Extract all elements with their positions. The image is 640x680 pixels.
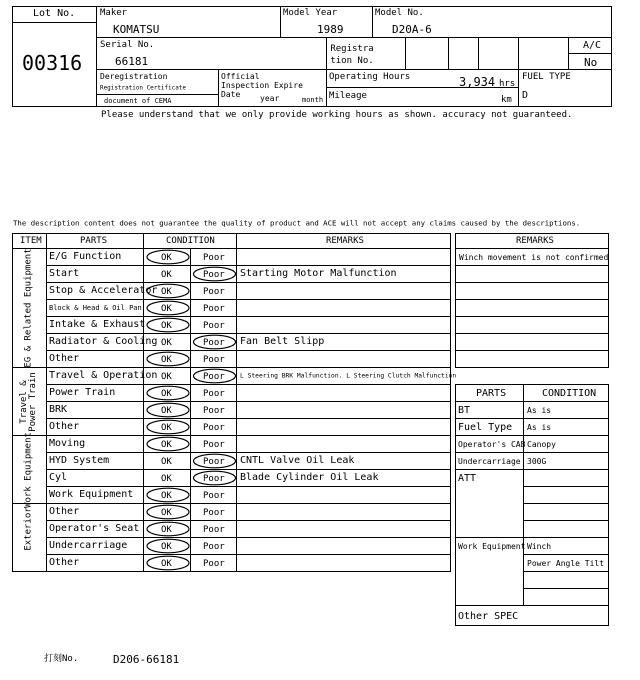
- km-label: km: [501, 95, 512, 105]
- lot-label: Lot No.: [33, 8, 76, 19]
- operating-hours-value: 3,934: [459, 75, 496, 89]
- spec-part: BT: [458, 404, 471, 416]
- year-label: year: [260, 94, 280, 103]
- mileage-label: Mileage: [329, 91, 367, 101]
- ok-option: OK: [161, 507, 172, 518]
- model-year-label: Model Year: [283, 8, 338, 18]
- deregistration-label: Deregistration: [100, 72, 168, 81]
- stamp-label: 打刻No.: [44, 654, 79, 664]
- part-name: Undercarriage: [49, 539, 128, 551]
- spec-condition: As is: [527, 422, 552, 432]
- serial-value: 66181: [115, 55, 149, 68]
- group-label: Work Equipment: [23, 431, 34, 508]
- spec-condition: 300G: [527, 456, 547, 466]
- poor-option: Poor: [203, 252, 225, 263]
- hrs-label: hrs: [499, 79, 516, 89]
- ac-value: No: [584, 56, 598, 69]
- ok-option: OK: [161, 371, 172, 382]
- ok-option: OK: [161, 422, 172, 433]
- maker-value: KOMATSU: [113, 23, 160, 36]
- ok-option: OK: [161, 456, 172, 467]
- spec-condition: Winch: [527, 541, 552, 551]
- serial-label: Serial No.: [100, 40, 155, 50]
- part-name: Power Train: [49, 386, 116, 398]
- lot-number: 00316: [22, 51, 83, 75]
- inspection-label: Official Inspection Expire Date: [221, 72, 303, 99]
- part-name: Stop & Accelerator: [49, 284, 158, 296]
- poor-option: Poor: [203, 354, 225, 365]
- poor-option: Poor: [203, 507, 225, 518]
- cema-label: document of CEMA: [104, 97, 172, 105]
- poor-option: Poor: [203, 422, 225, 433]
- fuel-type-value: D: [522, 90, 529, 101]
- ok-option: OK: [161, 286, 172, 297]
- poor-option: Poor: [203, 286, 225, 297]
- poor-option: Poor: [203, 371, 225, 382]
- remark-text: L Steering BRK Malfunction. L Steering Clutch Malfunction: [240, 371, 457, 379]
- registration-no-label: Registration No.: [330, 44, 374, 66]
- ok-option: OK: [161, 388, 172, 399]
- ok-option: OK: [161, 541, 172, 552]
- poor-option: Poor: [203, 303, 225, 314]
- ok-option: OK: [161, 405, 172, 416]
- part-name: Start: [49, 267, 80, 279]
- remark-text: Blade Cylinder Oil Leak: [240, 471, 379, 483]
- ok-option: OK: [161, 473, 172, 484]
- ok-option: OK: [161, 558, 172, 569]
- stamp-number: D206-66181: [113, 653, 180, 666]
- ok-option: OK: [161, 252, 172, 263]
- spec-part: Undercarriage: [458, 456, 521, 466]
- ok-option: OK: [161, 439, 172, 450]
- poor-option: Poor: [203, 320, 225, 331]
- part-name: Work Equipment: [49, 488, 134, 500]
- spec-part: ATT: [458, 472, 477, 484]
- ok-option: OK: [161, 490, 172, 501]
- fuel-type-label: FUEL TYPE: [522, 72, 571, 82]
- spec-condition: Power Angle Tilt: [527, 558, 605, 568]
- spec-part: Fuel Type: [458, 421, 513, 433]
- part-name: Moving: [49, 437, 86, 449]
- remark-text: Starting Motor Malfunction: [240, 267, 397, 279]
- poor-option: Poor: [203, 558, 225, 569]
- ok-option: OK: [161, 524, 172, 535]
- group-label: Exterior: [23, 507, 34, 551]
- spec-condition: Canopy: [527, 439, 556, 449]
- ok-option: OK: [161, 337, 172, 348]
- poor-option: Poor: [203, 405, 225, 416]
- poor-option: Poor: [203, 388, 225, 399]
- ok-option: OK: [161, 269, 172, 280]
- part-name: Intake & Exhaust: [49, 318, 146, 330]
- maker-label: Maker: [100, 8, 128, 18]
- parts-header: PARTS: [80, 236, 108, 246]
- part-name: Cyl: [49, 471, 68, 483]
- registration-certificate-label: Registration Certificate: [100, 84, 186, 91]
- model-year-value: 1989: [317, 23, 344, 36]
- poor-option: Poor: [203, 456, 225, 467]
- group-label: EG & Related Equipment: [23, 248, 34, 368]
- spec-part: Work Equipment: [458, 541, 526, 551]
- right-remark-text: Winch movement is not confirmed: [459, 253, 609, 262]
- part-name: Other: [49, 420, 80, 432]
- poor-option: Poor: [203, 473, 225, 484]
- part-name: Other: [49, 352, 80, 364]
- part-name: Operator's Seat: [49, 522, 140, 534]
- right-remarks-header: REMARKS: [516, 236, 554, 246]
- spec-condition-header: CONDITION: [542, 388, 597, 399]
- ok-option: OK: [161, 354, 172, 365]
- part-name: Block & Head & Oil Pan: [49, 303, 142, 312]
- other-spec-label: Other SPEC: [458, 610, 519, 622]
- poor-option: Poor: [203, 337, 225, 348]
- model-no-value: D20A-6: [392, 23, 432, 36]
- spec-condition: As is: [527, 405, 552, 415]
- part-name: Other: [49, 556, 80, 568]
- part-name: HYD System: [49, 454, 110, 466]
- ac-label: A/C: [583, 40, 602, 51]
- part-name: BRK: [49, 403, 68, 415]
- month-label: month: [302, 96, 324, 104]
- part-name: Other: [49, 505, 80, 517]
- poor-option: Poor: [203, 490, 225, 501]
- spec-parts-header: PARTS: [476, 388, 507, 399]
- remark-text: CNTL Valve Oil Leak: [240, 454, 355, 466]
- poor-option: Poor: [203, 269, 225, 280]
- group-label: Travel & Power Train: [19, 371, 38, 432]
- part-name: E/G Function: [49, 250, 122, 262]
- ok-option: OK: [161, 303, 172, 314]
- spec-part: Operator's CAB: [458, 439, 526, 449]
- operating-hours-label: Operating Hours: [329, 72, 411, 82]
- part-name: Radiator & Cooling: [49, 335, 158, 347]
- part-name: Travel & Operation: [49, 369, 158, 381]
- item-header: ITEM: [20, 236, 42, 246]
- model-no-label: Model No.: [375, 8, 424, 18]
- poor-option: Poor: [203, 439, 225, 450]
- remarks-header: REMARKS: [326, 236, 364, 246]
- ok-option: OK: [161, 320, 172, 331]
- hours-notice: Please understand that we only provide working hours as shown. accuracy not guaranteed.: [101, 110, 573, 120]
- poor-option: Poor: [203, 541, 225, 552]
- disclaimer: The description content does not guarantee the quality of product and ACE will not accept any claims caused by the descriptions.: [13, 219, 581, 228]
- poor-option: Poor: [203, 524, 225, 535]
- remark-text: Fan Belt Slipp: [240, 335, 325, 347]
- condition-header: CONDITION: [166, 236, 215, 246]
